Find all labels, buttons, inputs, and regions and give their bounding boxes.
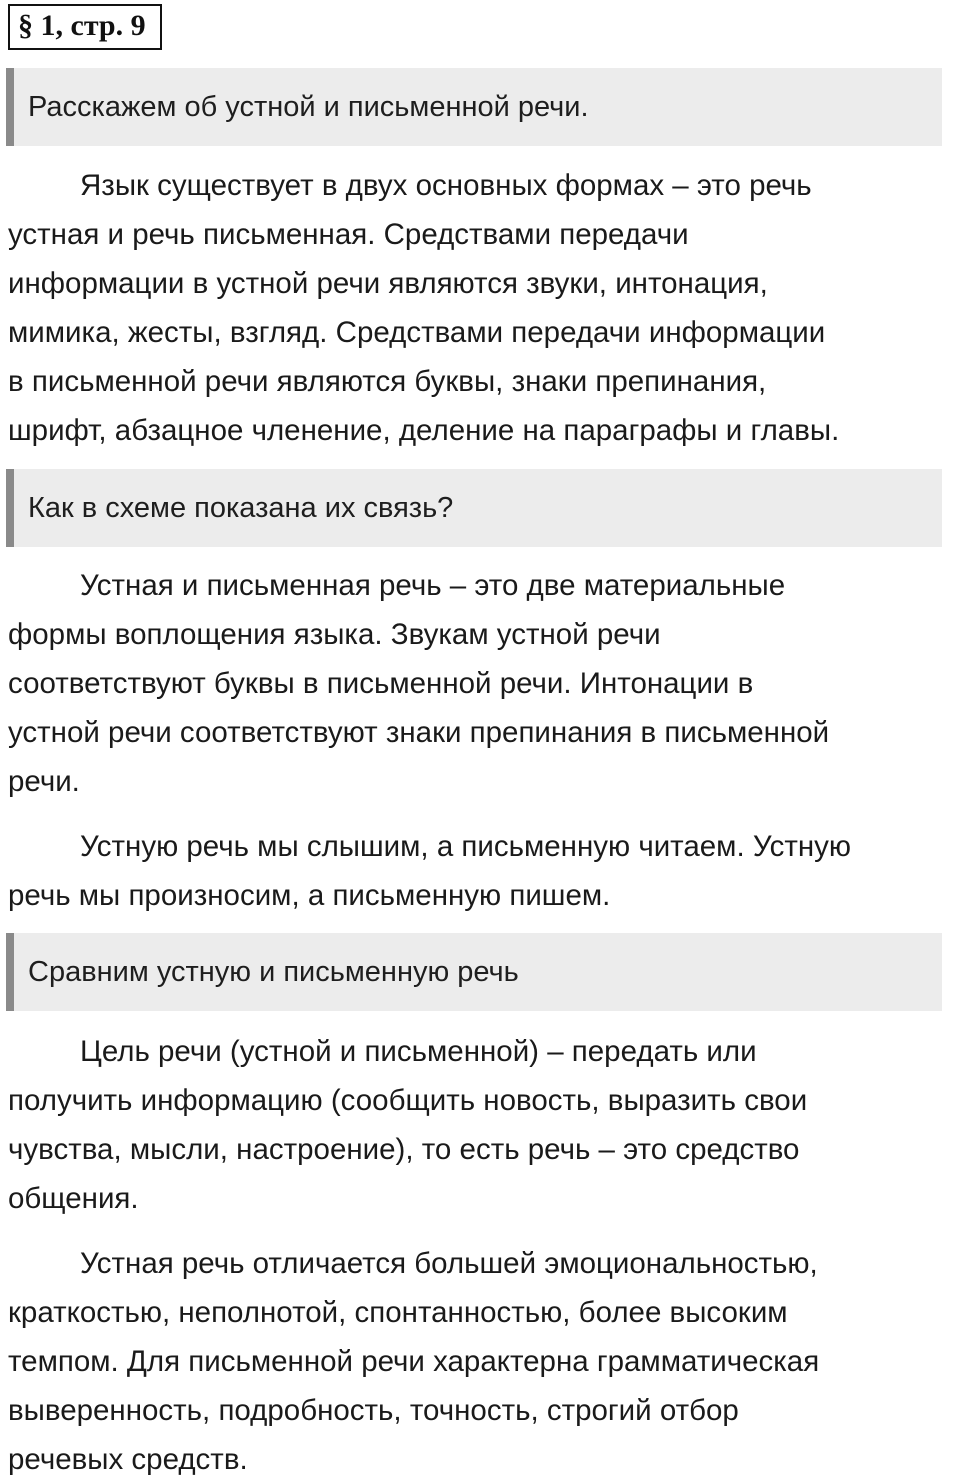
answer-paragraph-4	[8, 1027, 956, 1223]
answer-paragraph-4-text: Цель речи (устной и письменной) – передать или получить информацию (сообщить новость, выразить свои чувства, мысли, настроение), то есть речь – это средство общения.	[8, 1035, 808, 1215]
question-heading-1: Расскажем об устной и письменной речи.	[6, 68, 942, 146]
answer-paragraph-5	[8, 1239, 956, 1484]
question-heading-3: Сравним устную и письменную речь	[6, 933, 942, 1011]
question-heading-2: Как в схеме показана их связь?	[6, 469, 942, 547]
answer-paragraph-2	[8, 561, 956, 806]
answer-paragraph-3-text: Устную речь мы слышим, а письменную читаем. Устную речь мы произносим, а письменную пишем.	[8, 830, 852, 912]
answer-paragraph-5-text: Устная речь отличается большей эмоциональностью, краткостью, неполнотой, спонтанностью, более высоким темпом. Для письменной речи характерна грамматическая выверенность, подробность, точность, строгий отбор речевых средств.	[8, 1247, 820, 1476]
answer-paragraph-1-text: Язык существует в двух основных формах – это речь устная и речь письменная. Средствами передачи информации в устной речи являются звуки, интонация, мимика, жесты, взгляд. Средствами передачи информации в письменной речи являются буквы, знаки препинания, шрифт, абзацное членение, деление на параграфы и главы.	[8, 169, 840, 447]
answer-paragraph-1	[8, 161, 956, 455]
answer-paragraph-3	[8, 822, 956, 920]
answer-paragraph-2-text: Устная и письменная речь – это две материальные формы воплощения языка. Звукам устной речи соответствуют буквы в письменной речи. Интонации в устной речи соответствуют знаки препинания в письменной речи.	[8, 569, 830, 798]
page-reference-label: § 1, стр. 9	[8, 4, 162, 50]
